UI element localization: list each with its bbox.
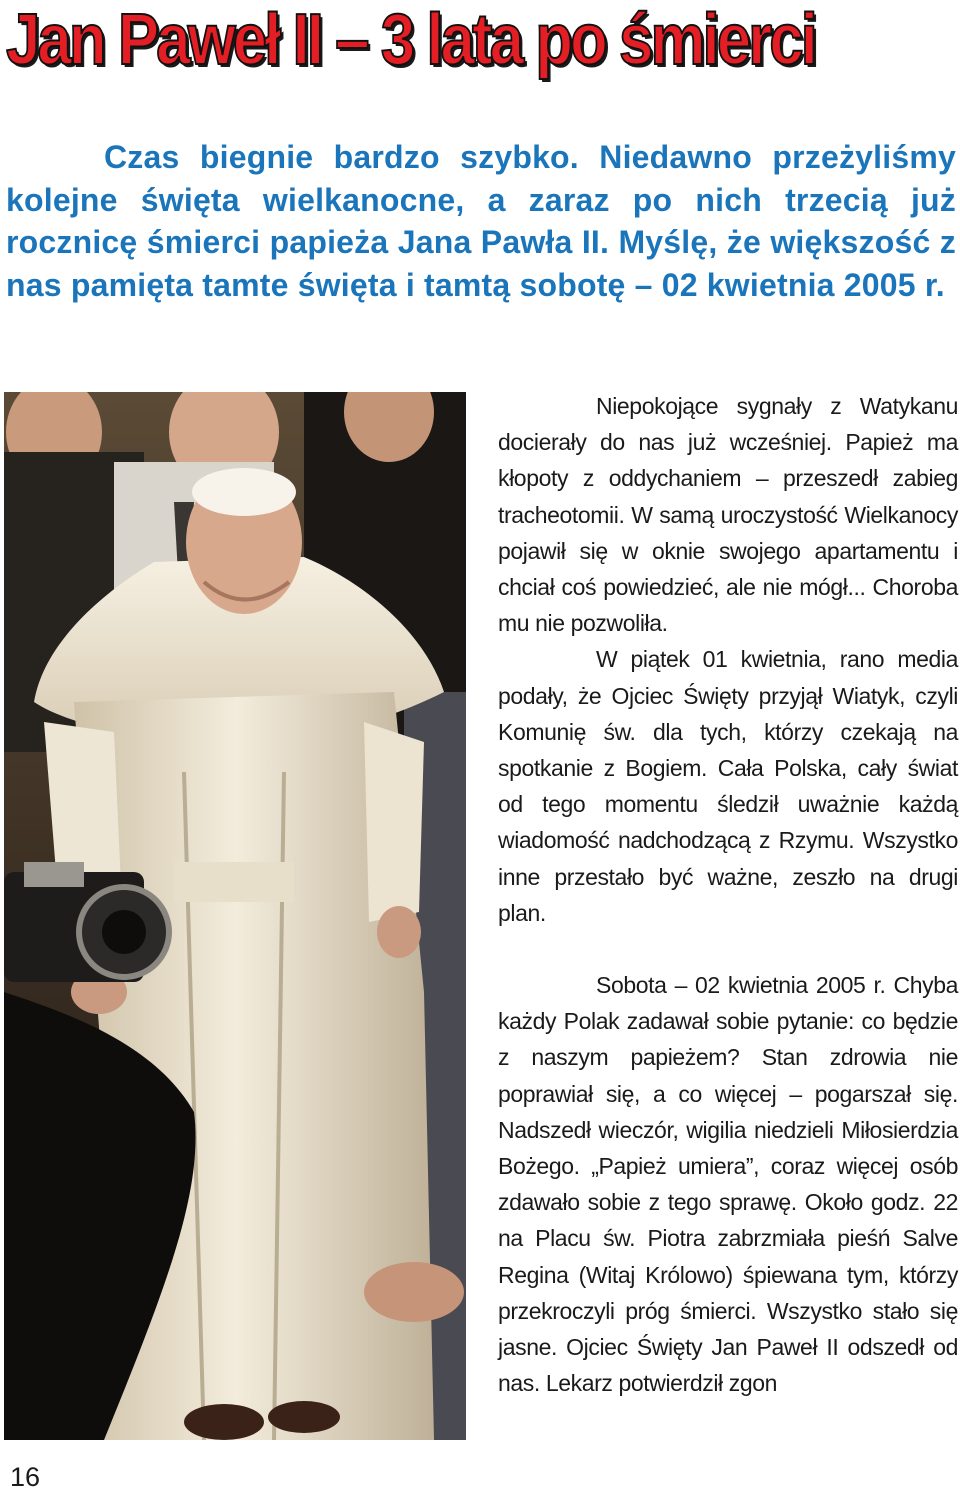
article-paragraph: W piątek 01 kwietnia, rano media podały, że Ojciec Święty przyjął Wiatyk, czyli Komunię św. dla tych, którzy czekają na spotkanie z Bogiem. Cała Polska, cały świat od tego momentu śledził uważnie każdą wiadomość nadchodzącą z Rzymu. Wszystko inne przestało być ważne, zeszło na drugi plan. [498, 646, 958, 926]
article-paragraph: Niepokojące sygnały z Watykanu docierały do nas już wcześniej. Papież ma kłopoty z oddychaniem – przeszedł zabieg tracheotomii. W samą uroczystość Wielkanocy pojawił się w oknie swojego apartamentu i chciał coś powiedzieć, ale nie mógł... Choroba mu nie pozwoliła. [498, 393, 958, 637]
lead-paragraph: Czas biegnie bardzo szybko. Niedawno przeżyliśmy kolejne święta wielkanocne, a zaraz po nich trzecią już rocznicę śmierci papieża Jana Pawła II. Myślę, że większość z nas pamięta tamte święta i tamtą sobotę – 02 kwietnia 2005 r. [6, 139, 956, 303]
pope-photo-illustration [4, 392, 466, 1440]
article-title: Jan Paweł II – 3 lata po śmierci [6, 0, 815, 80]
article-body [498, 388, 958, 1401]
article-paragraph: Sobota – 02 kwietnia 2005 r. Chyba każdy Polak zadawał sobie pytanie: co będzie z naszym papieżem? Stan zdrowia nie poprawiał się, a co więcej – pogarszał się. Nadszedł wieczór, wigilia niedzieli Miłosierdzia Bożego. „Papież umiera”, coraz więcej osób zdawało sobie z tego sprawę. Około godz. 22 na Placu św. Piotra zabrzmiała pieśń Salve Regina (Witaj Królowo) śpiewana tym, którzy przekroczyli próg śmierci. Wszystko stało się jasne. Ojciec Święty Jan Paweł II odszedł od nas. Lekarz potwierdził zgon [498, 972, 958, 1397]
page-number: 16 [10, 1462, 41, 1492]
pope-photo [4, 392, 466, 1440]
